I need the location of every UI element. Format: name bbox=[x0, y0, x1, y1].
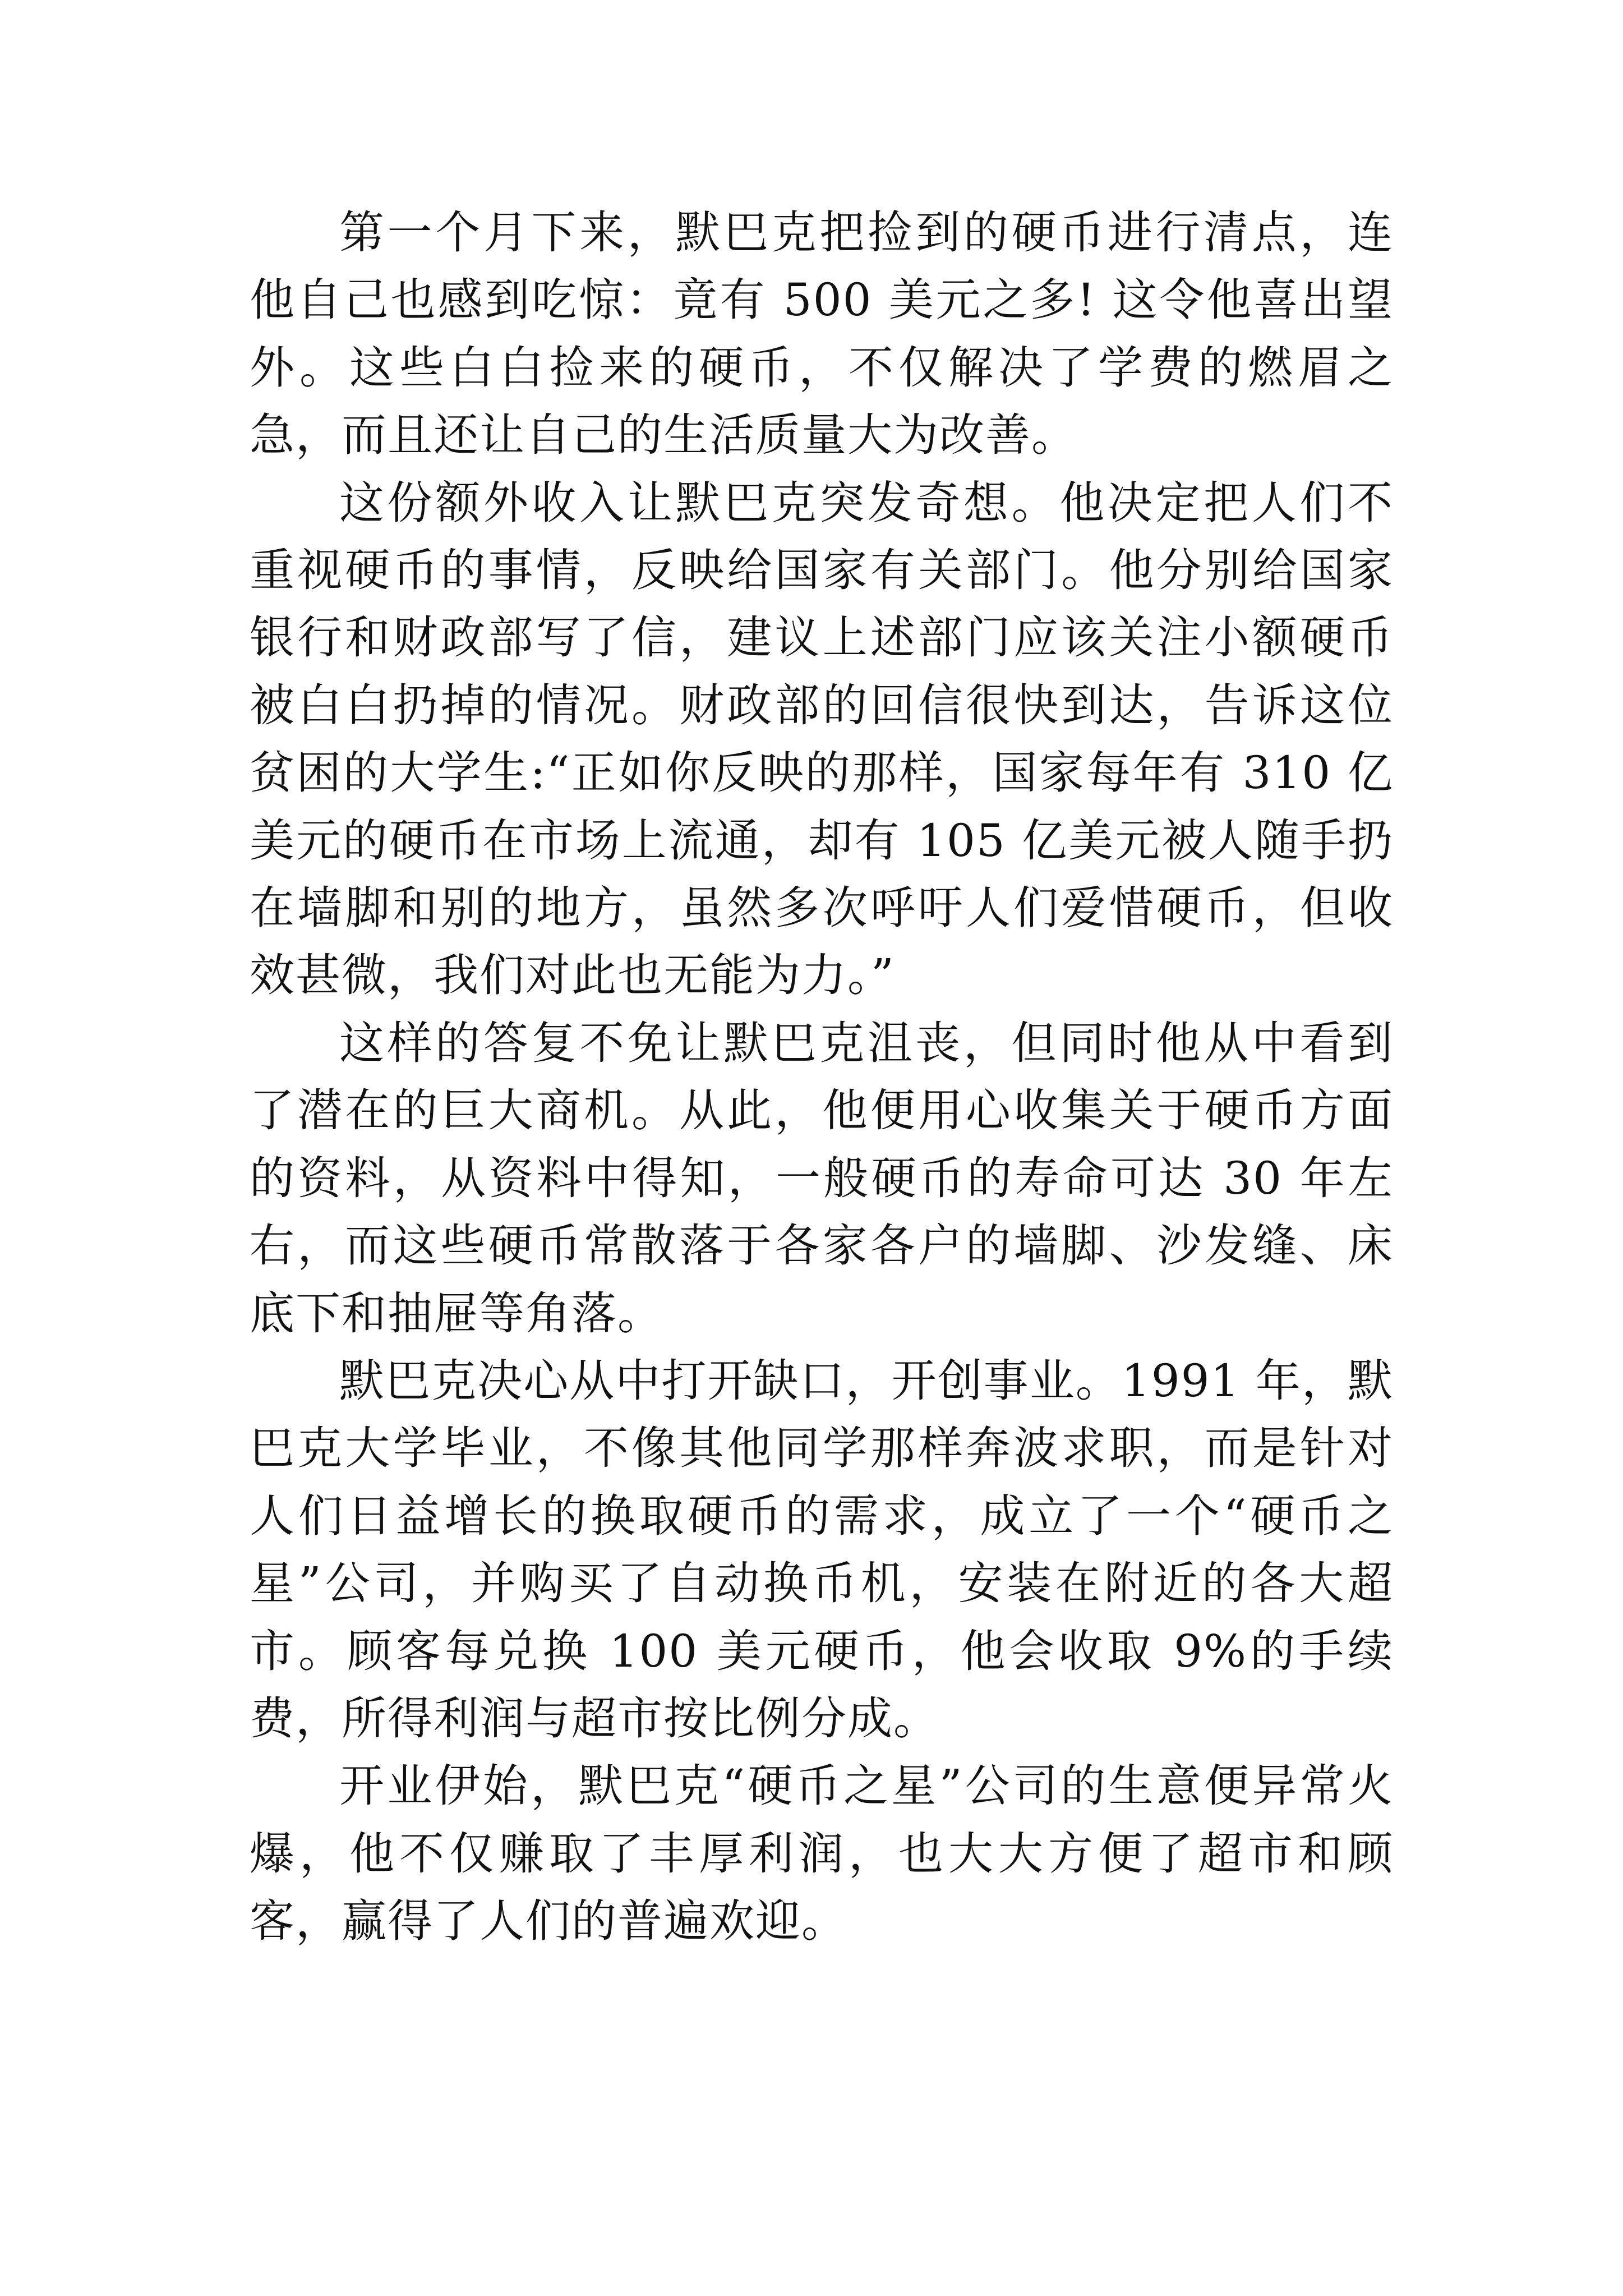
paragraph-1: 第一个月下来，默巴克把捡到的硬币进行清点，连他自己也感到吃惊：竟有 500 美元之多! 这令他喜出望外。这些白白捡来的硬币，不仅解决了学费的燃眉之急，而且还让自己的生活质量大为改善。 bbox=[250, 206, 1394, 462]
paragraph-3: 这样的答复不免让默巴克沮丧，但同时他从中看到了潜在的巨大商机。从此，他便用心收集关于硬币方面的资料，从资料中得知，一般硬币的寿命可达 30 年左右，而这些硬币常散落于各家各户的墙脚、沙发缝、床底下和抽屉等角落。 bbox=[250, 1016, 1394, 1340]
paragraph-2: 这份额外收入让默巴克突发奇想。他决定把人们不重视硬币的事情，反映给国家有关部门。他分别给国家银行和财政部写了信，建议上述部门应该关注小额硬币被白白扔掉的情况。财政部的回信很快到达，告诉这位贫困的大学生:“正如你反映的那样，国家每年有 310 亿美元的硬币在市场上流通，却有 105 亿美元被人随手扔在墙脚和别的地方，虽然多次呼吁人们爱惜硬币，但收效甚微，我们对此也无能为力。” bbox=[250, 476, 1394, 1002]
paragraph-5: 开业伊始，默巴克“硬币之星”公司的生意便异常火爆，他不仅赚取了丰厚利润，也大大方便了超市和顾客，赢得了人们的普遍欢迎。 bbox=[250, 1760, 1394, 1948]
paragraph-4: 默巴克决心从中打开缺口，开创事业。1991 年，默巴克大学毕业，不像其他同学那样奔波求职，而是针对人们日益增长的换取硬币的需求，成立了一个“硬币之星”公司，并购买了自动换币机，安装在附近的各大超市。顾客每兑换 100 美元硬币，他会收取 9%的手续费，所得利润与超市按比例分成。 bbox=[250, 1354, 1394, 1745]
document-body bbox=[250, 199, 1394, 1955]
